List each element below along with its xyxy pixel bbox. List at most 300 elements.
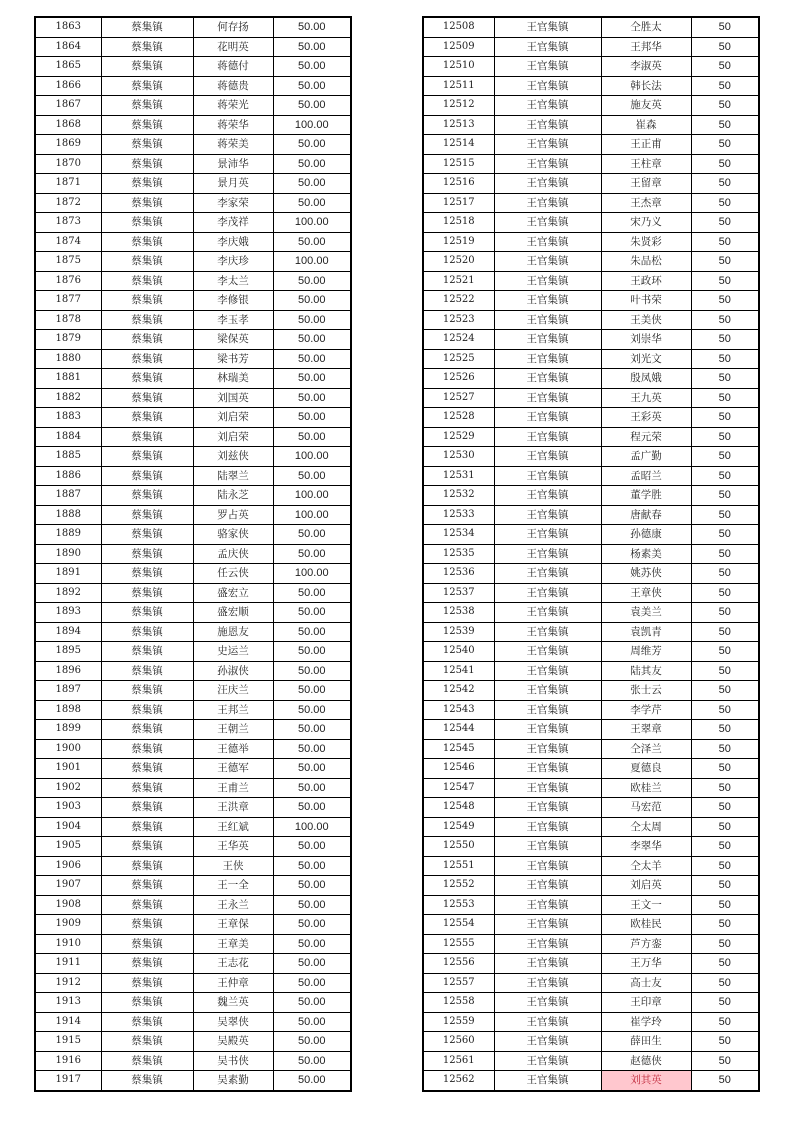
row-number: 12512 [423, 96, 494, 116]
name-cell: 王志花 [193, 954, 273, 974]
row-number: 12525 [423, 349, 494, 369]
name-cell: 李翠华 [601, 837, 691, 857]
town-cell: 蔡集镇 [101, 154, 193, 174]
row-number: 12538 [423, 603, 494, 623]
town-cell: 蔡集镇 [101, 213, 193, 233]
town-cell: 蔡集镇 [101, 622, 193, 642]
name-cell: 陆其友 [601, 661, 691, 681]
row-number: 12547 [423, 778, 494, 798]
name-cell: 刘光文 [601, 349, 691, 369]
row-number: 1903 [35, 798, 101, 818]
table-row [423, 1071, 759, 1091]
amount-cell: 50.00 [273, 1012, 351, 1032]
amount-cell: 50 [691, 1051, 759, 1071]
table-row [35, 895, 351, 915]
table-row [35, 291, 351, 311]
town-cell: 王官集镇 [494, 798, 601, 818]
row-number: 1888 [35, 505, 101, 525]
table-row [35, 856, 351, 876]
name-cell: 程元荣 [601, 427, 691, 447]
name-cell: 欧桂民 [601, 915, 691, 935]
name-cell: 刘启荣 [193, 427, 273, 447]
table-row [35, 1012, 351, 1032]
town-cell: 王官集镇 [494, 291, 601, 311]
table-row [423, 759, 759, 779]
amount-cell: 50.00 [273, 681, 351, 701]
row-number: 1886 [35, 466, 101, 486]
amount-cell: 50.00 [273, 37, 351, 57]
amount-cell: 50 [691, 915, 759, 935]
name-cell: 罗占英 [193, 505, 273, 525]
amount-cell: 50 [691, 700, 759, 720]
row-number: 12542 [423, 681, 494, 701]
name-cell: 陆永芝 [193, 486, 273, 506]
town-cell: 蔡集镇 [101, 17, 193, 37]
amount-cell: 50.00 [273, 271, 351, 291]
name-cell: 刘国英 [193, 388, 273, 408]
row-number: 1878 [35, 310, 101, 330]
name-cell: 宋乃义 [601, 213, 691, 233]
table-row [423, 57, 759, 77]
name-cell: 周维芳 [601, 642, 691, 662]
table-row [35, 778, 351, 798]
name-cell: 孟庆侠 [193, 544, 273, 564]
amount-cell: 100.00 [273, 115, 351, 135]
amount-cell: 50 [691, 876, 759, 896]
town-cell: 蔡集镇 [101, 193, 193, 213]
name-cell: 李庆珍 [193, 252, 273, 272]
row-number: 12514 [423, 135, 494, 155]
table-row [35, 583, 351, 603]
town-cell: 蔡集镇 [101, 720, 193, 740]
town-cell: 王官集镇 [494, 193, 601, 213]
town-cell: 蔡集镇 [101, 1071, 193, 1091]
town-cell: 王官集镇 [494, 837, 601, 857]
row-number: 1905 [35, 837, 101, 857]
name-cell: 盛宏顺 [193, 603, 273, 623]
town-cell: 蔡集镇 [101, 330, 193, 350]
table-row [423, 174, 759, 194]
row-number: 1914 [35, 1012, 101, 1032]
row-number: 12548 [423, 798, 494, 818]
name-cell: 王翠章 [601, 720, 691, 740]
amount-cell: 50.00 [273, 895, 351, 915]
town-cell: 蔡集镇 [101, 700, 193, 720]
row-number: 1885 [35, 447, 101, 467]
table-row [423, 330, 759, 350]
town-cell: 王官集镇 [494, 993, 601, 1013]
name-cell: 王章美 [193, 934, 273, 954]
amount-cell: 50.00 [273, 291, 351, 311]
name-cell: 刘兹侠 [193, 447, 273, 467]
amount-cell: 50.00 [273, 837, 351, 857]
town-cell: 王官集镇 [494, 1051, 601, 1071]
town-cell: 蔡集镇 [101, 681, 193, 701]
table-row [35, 427, 351, 447]
name-cell: 王甫兰 [193, 778, 273, 798]
table-row [423, 973, 759, 993]
amount-cell: 50 [691, 349, 759, 369]
row-number: 1880 [35, 349, 101, 369]
row-number: 1896 [35, 661, 101, 681]
name-cell: 陆翠兰 [193, 466, 273, 486]
name-cell: 韩长法 [601, 76, 691, 96]
town-cell: 蔡集镇 [101, 895, 193, 915]
table-row [35, 544, 351, 564]
table-row [423, 564, 759, 584]
table-row [423, 661, 759, 681]
name-cell: 梁书芳 [193, 349, 273, 369]
amount-cell: 50 [691, 973, 759, 993]
amount-cell: 50 [691, 408, 759, 428]
name-cell: 王侠 [193, 856, 273, 876]
amount-cell: 50 [691, 271, 759, 291]
table-row [35, 876, 351, 896]
amount-cell: 50.00 [273, 915, 351, 935]
row-number: 12541 [423, 661, 494, 681]
amount-cell: 50.00 [273, 193, 351, 213]
table-row [423, 154, 759, 174]
name-cell: 仝太周 [601, 817, 691, 837]
row-number: 12543 [423, 700, 494, 720]
row-number: 1916 [35, 1051, 101, 1071]
row-number: 1875 [35, 252, 101, 272]
town-cell: 王官集镇 [494, 661, 601, 681]
town-cell: 蔡集镇 [101, 642, 193, 662]
table-row [423, 232, 759, 252]
amount-cell: 50.00 [273, 1071, 351, 1091]
table-row [423, 76, 759, 96]
amount-cell: 50 [691, 622, 759, 642]
row-number: 1915 [35, 1032, 101, 1052]
row-number: 12536 [423, 564, 494, 584]
row-number: 1897 [35, 681, 101, 701]
amount-cell: 50.00 [273, 954, 351, 974]
town-cell: 王官集镇 [494, 681, 601, 701]
town-cell: 王官集镇 [494, 310, 601, 330]
name-cell: 盛宏立 [193, 583, 273, 603]
left-table-body [35, 17, 351, 1091]
table-row [35, 700, 351, 720]
name-cell: 汪庆兰 [193, 681, 273, 701]
amount-cell: 100.00 [273, 447, 351, 467]
row-number: 12554 [423, 915, 494, 935]
table-row [35, 837, 351, 857]
row-number: 12533 [423, 505, 494, 525]
name-cell: 史运兰 [193, 642, 273, 662]
amount-cell: 50.00 [273, 388, 351, 408]
row-number: 12510 [423, 57, 494, 77]
table-row [423, 544, 759, 564]
town-cell: 蔡集镇 [101, 349, 193, 369]
table-row [423, 271, 759, 291]
town-cell: 王官集镇 [494, 817, 601, 837]
amount-cell: 50 [691, 466, 759, 486]
table-row [423, 642, 759, 662]
table-row [35, 330, 351, 350]
row-number: 1864 [35, 37, 101, 57]
name-cell: 李修银 [193, 291, 273, 311]
town-cell: 王官集镇 [494, 271, 601, 291]
town-cell: 王官集镇 [494, 115, 601, 135]
town-cell: 蔡集镇 [101, 739, 193, 759]
amount-cell: 50 [691, 895, 759, 915]
amount-cell: 50 [691, 57, 759, 77]
row-number: 1894 [35, 622, 101, 642]
table-row [35, 661, 351, 681]
table-row [35, 408, 351, 428]
name-cell: 杨素美 [601, 544, 691, 564]
row-number: 1893 [35, 603, 101, 623]
row-number: 1917 [35, 1071, 101, 1091]
table-row [423, 505, 759, 525]
amount-cell: 50 [691, 505, 759, 525]
amount-cell: 100.00 [273, 213, 351, 233]
name-cell: 李学芹 [601, 700, 691, 720]
amount-cell: 50 [691, 661, 759, 681]
row-number: 12551 [423, 856, 494, 876]
town-cell: 王官集镇 [494, 17, 601, 37]
amount-cell: 50.00 [273, 583, 351, 603]
amount-cell: 50 [691, 193, 759, 213]
table-row [423, 291, 759, 311]
row-number: 1908 [35, 895, 101, 915]
table-row [423, 739, 759, 759]
town-cell: 王官集镇 [494, 486, 601, 506]
name-cell: 仝胜太 [601, 17, 691, 37]
row-number: 1900 [35, 739, 101, 759]
name-cell: 景沛华 [193, 154, 273, 174]
row-number: 12545 [423, 739, 494, 759]
table-row [423, 193, 759, 213]
town-cell: 蔡集镇 [101, 466, 193, 486]
row-number: 12546 [423, 759, 494, 779]
name-cell: 王永兰 [193, 895, 273, 915]
amount-cell: 50 [691, 154, 759, 174]
name-cell: 董学胜 [601, 486, 691, 506]
name-cell: 蒋德付 [193, 57, 273, 77]
row-number: 12518 [423, 213, 494, 233]
row-number: 1868 [35, 115, 101, 135]
amount-cell: 50.00 [273, 544, 351, 564]
table-row [35, 564, 351, 584]
row-number: 1883 [35, 408, 101, 428]
amount-cell: 50 [691, 720, 759, 740]
table-row [35, 271, 351, 291]
table-row [35, 1071, 351, 1091]
row-number: 12513 [423, 115, 494, 135]
name-cell: 张士云 [601, 681, 691, 701]
town-cell: 蔡集镇 [101, 1032, 193, 1052]
town-cell: 蔡集镇 [101, 505, 193, 525]
amount-cell: 50.00 [273, 466, 351, 486]
town-cell: 王官集镇 [494, 154, 601, 174]
table-row [35, 993, 351, 1013]
table-row [423, 252, 759, 272]
row-number: 12540 [423, 642, 494, 662]
table-row [423, 895, 759, 915]
name-cell: 吴素勤 [193, 1071, 273, 1091]
table-row [35, 486, 351, 506]
town-cell: 王官集镇 [494, 447, 601, 467]
town-cell: 蔡集镇 [101, 271, 193, 291]
town-cell: 王官集镇 [494, 525, 601, 545]
town-cell: 蔡集镇 [101, 934, 193, 954]
table-row [423, 1051, 759, 1071]
name-cell: 王留章 [601, 174, 691, 194]
table-row [423, 427, 759, 447]
town-cell: 王官集镇 [494, 505, 601, 525]
table-row [423, 915, 759, 935]
amount-cell: 50.00 [273, 1051, 351, 1071]
amount-cell: 50.00 [273, 642, 351, 662]
name-cell: 刘启英 [601, 876, 691, 896]
town-cell: 王官集镇 [494, 720, 601, 740]
name-cell: 薛田生 [601, 1032, 691, 1052]
amount-cell: 50 [691, 310, 759, 330]
amount-cell: 50 [691, 330, 759, 350]
amount-cell: 50 [691, 642, 759, 662]
name-cell: 仝太羊 [601, 856, 691, 876]
row-number: 12523 [423, 310, 494, 330]
town-cell: 蔡集镇 [101, 96, 193, 116]
name-cell: 袁美兰 [601, 603, 691, 623]
table-row [423, 603, 759, 623]
table-row [423, 720, 759, 740]
row-number: 1892 [35, 583, 101, 603]
row-number: 12562 [423, 1071, 494, 1091]
town-cell: 蔡集镇 [101, 427, 193, 447]
table-row [423, 1012, 759, 1032]
town-cell: 蔡集镇 [101, 973, 193, 993]
name-cell: 李淑英 [601, 57, 691, 77]
name-cell: 王朝兰 [193, 720, 273, 740]
amount-cell: 50 [691, 486, 759, 506]
table-row [423, 369, 759, 389]
table-row [35, 57, 351, 77]
town-cell: 蔡集镇 [101, 115, 193, 135]
amount-cell: 50 [691, 778, 759, 798]
amount-cell: 50 [691, 252, 759, 272]
name-cell: 崔森 [601, 115, 691, 135]
name-cell: 袁凯青 [601, 622, 691, 642]
town-cell: 王官集镇 [494, 349, 601, 369]
table-row [423, 934, 759, 954]
table-row [423, 96, 759, 116]
name-cell: 王仲章 [193, 973, 273, 993]
town-cell: 王官集镇 [494, 876, 601, 896]
town-cell: 王官集镇 [494, 37, 601, 57]
town-cell: 蔡集镇 [101, 310, 193, 330]
table-row [35, 817, 351, 837]
table-row [35, 232, 351, 252]
amount-cell: 50 [691, 232, 759, 252]
town-cell: 王官集镇 [494, 369, 601, 389]
table-row [423, 447, 759, 467]
table-row [35, 193, 351, 213]
name-cell: 孟广勤 [601, 447, 691, 467]
table-row [423, 876, 759, 896]
table-row [35, 466, 351, 486]
town-cell: 王官集镇 [494, 739, 601, 759]
name-cell: 吴书侠 [193, 1051, 273, 1071]
town-cell: 蔡集镇 [101, 817, 193, 837]
name-cell: 孙德康 [601, 525, 691, 545]
town-cell: 蔡集镇 [101, 174, 193, 194]
town-cell: 王官集镇 [494, 427, 601, 447]
name-cell: 殷凤娥 [601, 369, 691, 389]
amount-cell: 50.00 [273, 700, 351, 720]
amount-cell: 50.00 [273, 525, 351, 545]
row-number: 12508 [423, 17, 494, 37]
amount-cell: 50.00 [273, 408, 351, 428]
name-cell: 王政环 [601, 271, 691, 291]
table-row [423, 856, 759, 876]
row-number: 12534 [423, 525, 494, 545]
amount-cell: 50.00 [273, 993, 351, 1013]
amount-cell: 50 [691, 17, 759, 37]
row-number: 1895 [35, 642, 101, 662]
amount-cell: 50.00 [273, 661, 351, 681]
town-cell: 王官集镇 [494, 915, 601, 935]
row-number: 1863 [35, 17, 101, 37]
table-row [423, 817, 759, 837]
table-row [35, 525, 351, 545]
name-cell: 吴翠侠 [193, 1012, 273, 1032]
row-number: 1889 [35, 525, 101, 545]
name-cell: 仝泽兰 [601, 739, 691, 759]
table-row [423, 837, 759, 857]
town-cell: 王官集镇 [494, 544, 601, 564]
table-row [423, 349, 759, 369]
town-cell: 蔡集镇 [101, 759, 193, 779]
table-row [35, 96, 351, 116]
row-number: 1901 [35, 759, 101, 779]
town-cell: 蔡集镇 [101, 486, 193, 506]
row-number: 1902 [35, 778, 101, 798]
table-row [423, 408, 759, 428]
name-cell: 施恩友 [193, 622, 273, 642]
table-row [35, 135, 351, 155]
town-cell: 王官集镇 [494, 330, 601, 350]
table-row [423, 622, 759, 642]
table-row [35, 915, 351, 935]
row-number: 12549 [423, 817, 494, 837]
amount-cell: 50 [691, 525, 759, 545]
amount-cell: 50 [691, 96, 759, 116]
row-number: 12524 [423, 330, 494, 350]
name-cell: 蒋荣美 [193, 135, 273, 155]
town-cell: 王官集镇 [494, 96, 601, 116]
table-row [423, 778, 759, 798]
name-cell: 刘启荣 [193, 408, 273, 428]
name-cell: 李玉孝 [193, 310, 273, 330]
table-row [35, 798, 351, 818]
row-number: 1884 [35, 427, 101, 447]
name-cell: 施友英 [601, 96, 691, 116]
town-cell: 蔡集镇 [101, 135, 193, 155]
table-row [35, 720, 351, 740]
row-number: 1874 [35, 232, 101, 252]
amount-cell: 50 [691, 1071, 759, 1091]
amount-cell: 50.00 [273, 154, 351, 174]
amount-cell: 50 [691, 213, 759, 233]
name-cell: 蒋荣华 [193, 115, 273, 135]
town-cell: 王官集镇 [494, 778, 601, 798]
row-number: 1904 [35, 817, 101, 837]
table-row [423, 310, 759, 330]
name-cell: 崔学玲 [601, 1012, 691, 1032]
